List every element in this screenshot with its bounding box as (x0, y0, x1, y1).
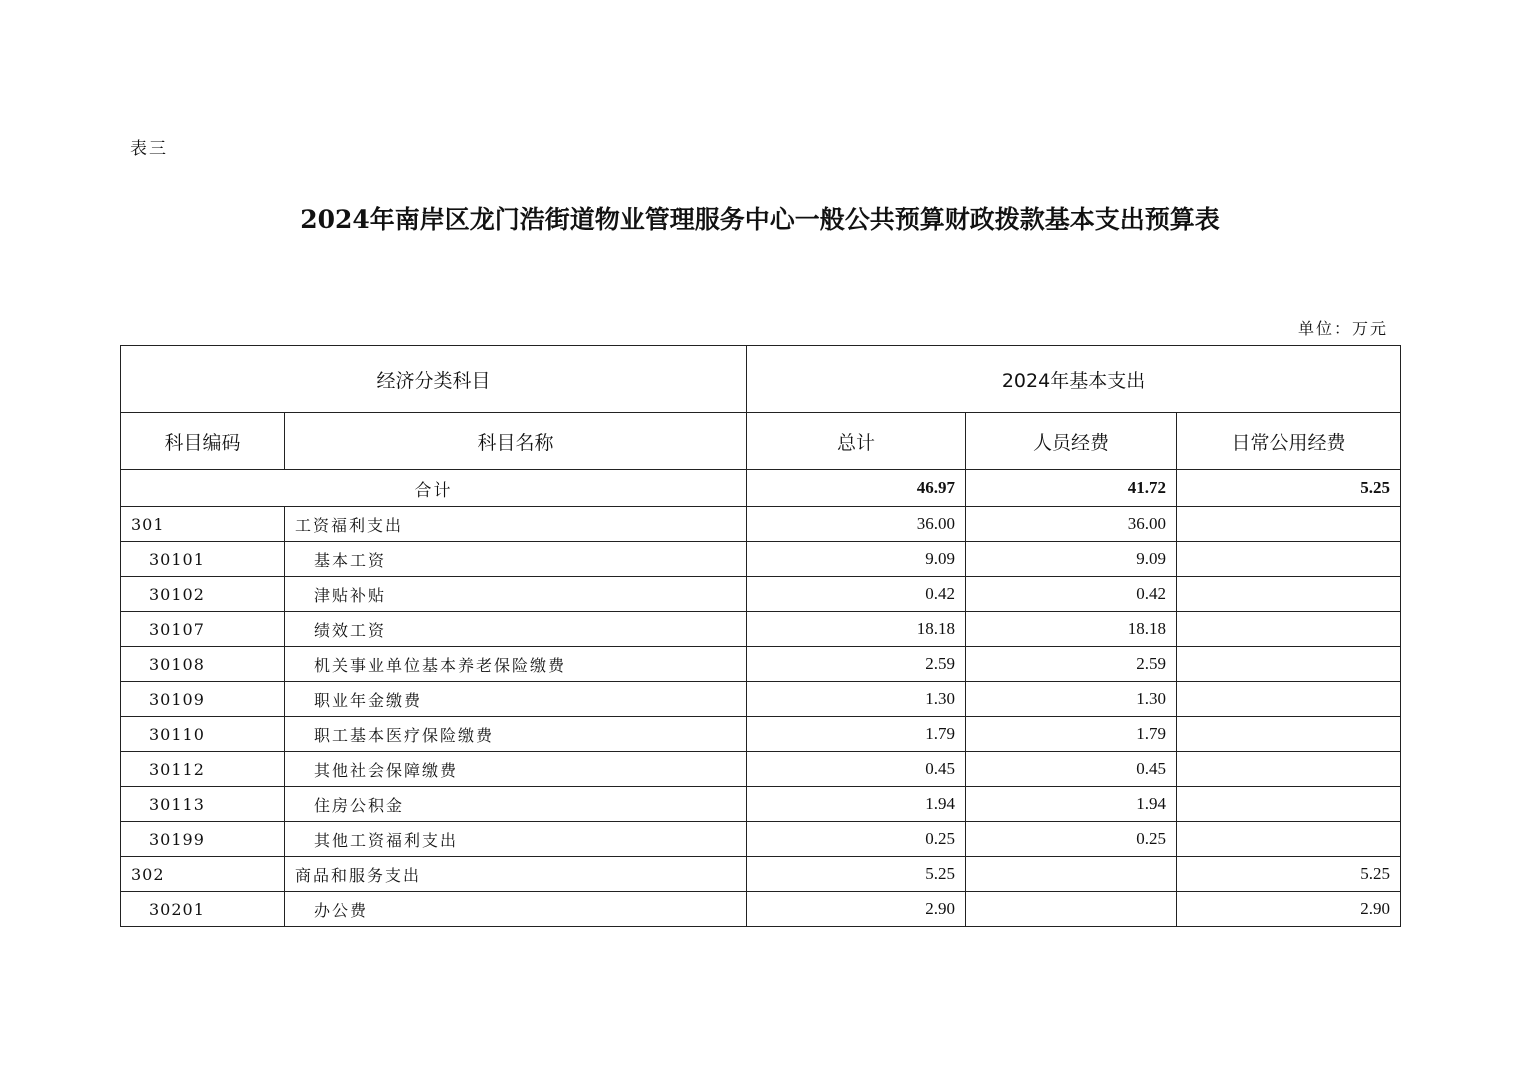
row-total: 2.59 (747, 647, 966, 682)
row-code: 30113 (121, 787, 285, 822)
row-code: 30109 (121, 682, 285, 717)
row-code: 30201 (121, 892, 285, 927)
budget-table (120, 345, 1401, 927)
row-code: 30110 (121, 717, 285, 752)
header-code: 科目编码 (121, 413, 285, 470)
row-name: 住房公积金 (285, 787, 747, 822)
row-name: 职业年金缴费 (285, 682, 747, 717)
row-personnel: 2.59 (966, 647, 1177, 682)
row-name: 绩效工资 (285, 612, 747, 647)
row-personnel: 1.94 (966, 787, 1177, 822)
row-personnel (966, 857, 1177, 892)
row-public (1177, 822, 1401, 857)
row-personnel: 0.25 (966, 822, 1177, 857)
table-row (121, 717, 1401, 752)
table-row (121, 892, 1401, 927)
total-label: 合计 (121, 470, 747, 507)
row-personnel: 18.18 (966, 612, 1177, 647)
row-public: 2.90 (1177, 892, 1401, 927)
row-code: 30107 (121, 612, 285, 647)
row-personnel (966, 892, 1177, 927)
row-public (1177, 682, 1401, 717)
row-total: 2.90 (747, 892, 966, 927)
header-personnel: 人员经费 (966, 413, 1177, 470)
row-public (1177, 577, 1401, 612)
row-name: 基本工资 (285, 542, 747, 577)
row-personnel: 9.09 (966, 542, 1177, 577)
row-total: 0.42 (747, 577, 966, 612)
row-name: 其他社会保障缴费 (285, 752, 747, 787)
header-basic-expenditure: 2024年基本支出 (747, 346, 1401, 413)
row-code: 301 (121, 507, 285, 542)
row-code: 30112 (121, 752, 285, 787)
table-label: 表三 (130, 139, 168, 159)
row-name: 商品和服务支出 (285, 857, 747, 892)
row-total: 1.79 (747, 717, 966, 752)
table-row (121, 542, 1401, 577)
row-personnel: 1.30 (966, 682, 1177, 717)
table-row (121, 752, 1401, 787)
row-total: 0.45 (747, 752, 966, 787)
table-row (121, 647, 1401, 682)
row-code: 30102 (121, 577, 285, 612)
total-public: 5.25 (1177, 470, 1401, 507)
header-public: 日常公用经费 (1177, 413, 1401, 470)
row-name: 工资福利支出 (285, 507, 747, 542)
row-name: 津贴补贴 (285, 577, 747, 612)
header-total: 总计 (747, 413, 966, 470)
row-total: 0.25 (747, 822, 966, 857)
group-header-row (121, 346, 1401, 413)
row-public (1177, 752, 1401, 787)
table-row (121, 612, 1401, 647)
table-row (121, 577, 1401, 612)
row-total: 9.09 (747, 542, 966, 577)
row-total: 5.25 (747, 857, 966, 892)
table-row (121, 857, 1401, 892)
row-personnel: 1.79 (966, 717, 1177, 752)
row-public (1177, 542, 1401, 577)
row-public (1177, 717, 1401, 752)
row-public (1177, 507, 1401, 542)
row-total: 1.94 (747, 787, 966, 822)
row-public (1177, 787, 1401, 822)
row-total: 36.00 (747, 507, 966, 542)
row-name: 机关事业单位基本养老保险缴费 (285, 647, 747, 682)
row-public: 5.25 (1177, 857, 1401, 892)
row-name: 其他工资福利支出 (285, 822, 747, 857)
table-row (121, 507, 1401, 542)
row-personnel: 36.00 (966, 507, 1177, 542)
row-name: 办公费 (285, 892, 747, 927)
document-title: 2024年南岸区龙门浩街道物业管理服务中心一般公共预算财政拨款基本支出预算表 (300, 205, 1220, 234)
row-total: 1.30 (747, 682, 966, 717)
row-code: 30101 (121, 542, 285, 577)
column-header-row (121, 413, 1401, 470)
total-sum: 46.97 (747, 470, 966, 507)
row-personnel: 0.45 (966, 752, 1177, 787)
row-personnel: 0.42 (966, 577, 1177, 612)
total-row (121, 470, 1401, 507)
unit-label: 单位：万元 (1298, 319, 1389, 338)
row-public (1177, 647, 1401, 682)
row-code: 302 (121, 857, 285, 892)
row-total: 18.18 (747, 612, 966, 647)
table-row (121, 787, 1401, 822)
table-body (121, 346, 1401, 927)
total-personnel: 41.72 (966, 470, 1177, 507)
row-public (1177, 612, 1401, 647)
row-code: 30108 (121, 647, 285, 682)
row-code: 30199 (121, 822, 285, 857)
table-row (121, 682, 1401, 717)
header-name: 科目名称 (285, 413, 747, 470)
header-classification: 经济分类科目 (121, 346, 747, 413)
row-name: 职工基本医疗保险缴费 (285, 717, 747, 752)
table-row (121, 822, 1401, 857)
